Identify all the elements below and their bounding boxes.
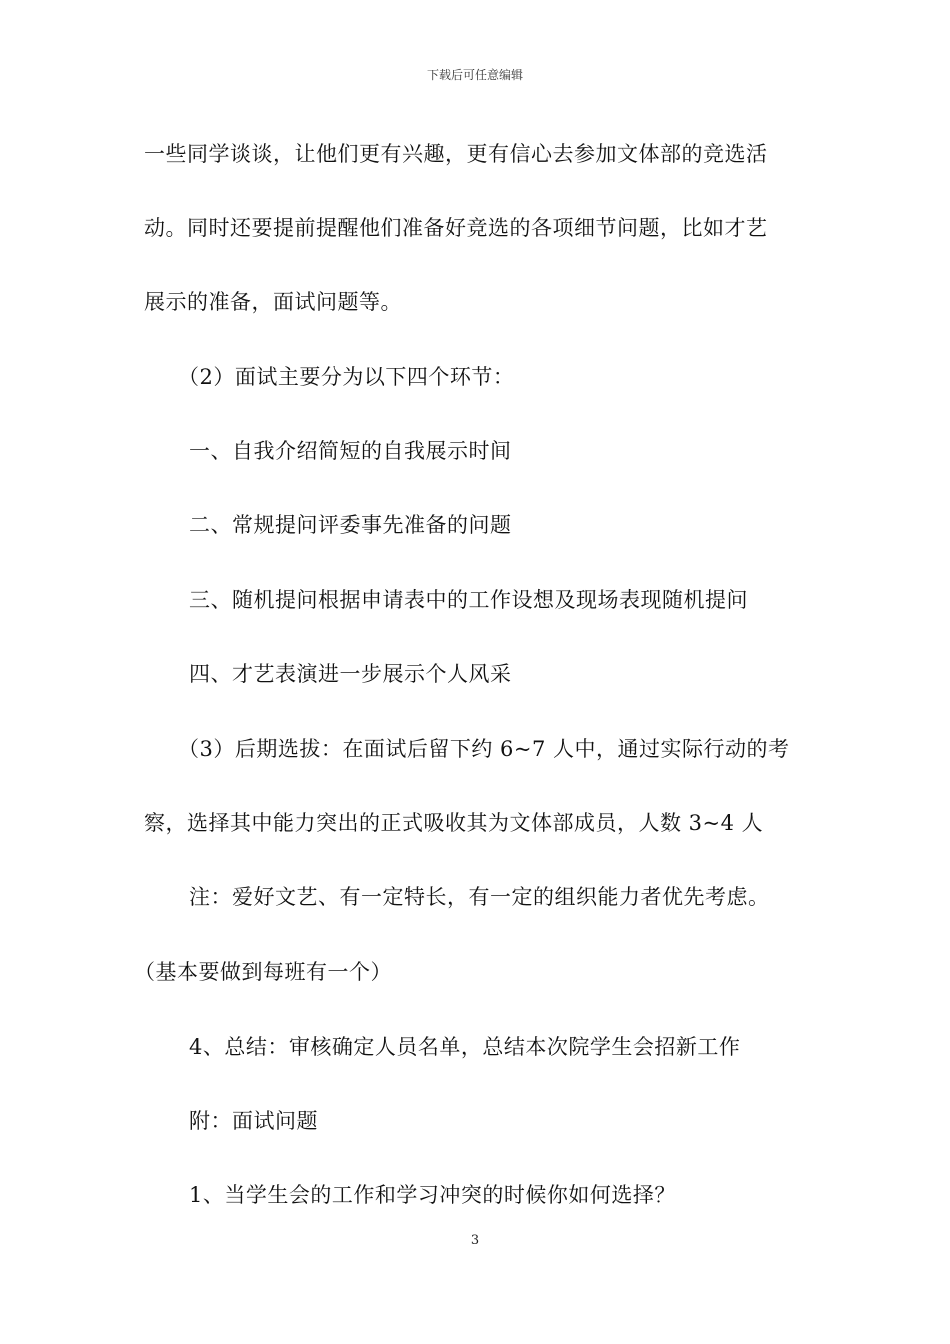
paragraph-line: 察，选择其中能力突出的正式吸收其为文体部成员，人数 3~4 人 — [144, 811, 764, 835]
note-line: （基本要做到每班有一个） — [134, 960, 392, 984]
paragraph-line: 一些同学谈谈，让他们更有兴趣，更有信心去参加文体部的竞选活 — [144, 142, 768, 166]
page-header: 下载后可任意编辑 — [426, 68, 523, 82]
list-item: 三、随机提问根据申请表中的工作设想及现场表现随机提问 — [189, 588, 748, 612]
list-item: 一、自我介绍简短的自我展示时间 — [189, 439, 512, 463]
page-number: 3 — [470, 1233, 480, 1248]
paragraph-line: 4、总结：审核确定人员名单，总结本次院学生会招新工作 — [189, 1035, 741, 1059]
paragraph-line: 动。同时还要提前提醒他们准备好竞选的各项细节问题，比如才艺 — [144, 216, 768, 240]
question-item: 1、当学生会的工作和学习冲突的时候你如何选择？ — [189, 1183, 676, 1207]
list-item: 四、才艺表演进一步展示个人风采 — [189, 662, 512, 686]
list-item: 二、常规提问评委事先准备的问题 — [189, 513, 512, 537]
paragraph-line: （3）后期选拔：在面试后留下约 6~7 人中，通过实际行动的考 — [178, 737, 790, 761]
paragraph-line: 展示的准备，面试问题等。 — [144, 290, 402, 314]
note-line: 注：爱好文艺、有一定特长，有一定的组织能力者优先考虑。 — [189, 885, 770, 909]
appendix-heading: 附：面试问题 — [189, 1109, 318, 1133]
paragraph-line: （2）面试主要分为以下四个环节： — [178, 365, 515, 389]
